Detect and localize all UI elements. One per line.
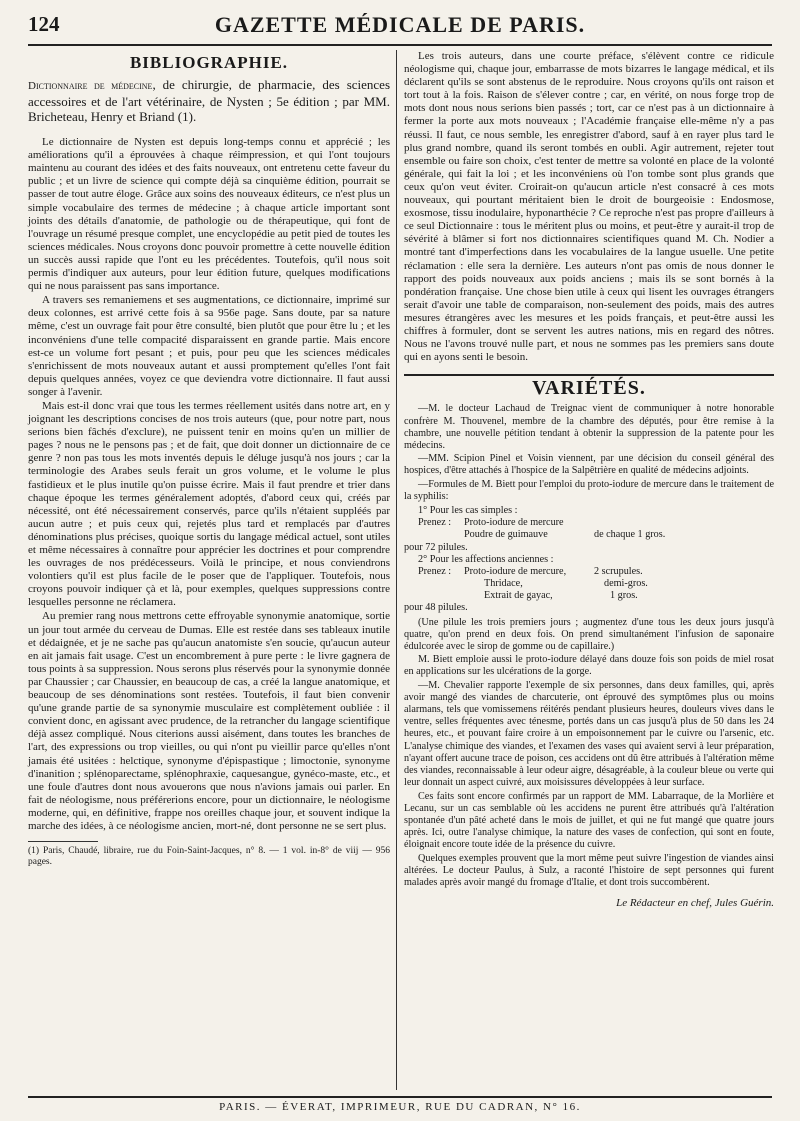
varietes-note-1: (Une pilule les trois premiers jours ; augmentez d'une tous les deux jours jusqu'à quatre, qu'on prend en deux fois. On prend simultanément l'infusion de saponaire édulcorée avec le sirop de gomme ou de capillaire.) (404, 616, 774, 653)
formula-ancient-prenez: Prenez : (418, 565, 452, 577)
printer-imprint: PARIS. — ÉVERAT, IMPRIMEUR, RUE DU CADRAN, N° 16. (219, 1101, 581, 1113)
bibliographie-paragraph-3: Mais est-il donc vrai que tous les termes réellement usités dans notre art, en y joignant les descriptions concises de nos trois auteurs (que, pour notre part, nous serions bien fâchés d'exclure), ne puissent tenir en moins qu'en un millier de pages ? nous ne le pensons pas ; et de fait, que doit donner un dictionnaire de ce genre ? non pas tous les mots inventés depuis le déluge jusqu'à nos jours ; car la terminologie des Arabes seuls ferait un gros volume, et le volume le plus fastidieux et le plus inutile qu'on puisse écrire. Mais il faut prendre et trier dans chaque époque les termes généralement adoptés, d'abord ceux qui, créés par nécessité, ont été nécessairement conservés, parce qu'ils n'étaient suppléés par aucun autre ; et puis ceux qui, rejetés plus tard et remplacés par d'autres dénominations plus précises, quoique sortis du langage médical actuel, sont utiles et même nécessaires à connaître pour apprécier les doctrines et pour comprendre les ouvrages de nos prédécesseurs. Voilà le principe, et nous conviendrons volontiers qu'il est plus facile de le poser que de l'appliquer. Toutefois, nous croyons pouvoir indiquer çà et là, pour exemples, quelques suppressions contre lesquelles personne ne réclamera. (28, 399, 390, 609)
section-rule (404, 374, 774, 376)
page-header (28, 12, 772, 42)
left-column (28, 50, 390, 869)
varietes-title: VARIÉTÉS. (532, 377, 646, 400)
footer-rule (28, 1096, 772, 1098)
formula-simple-heading: 1° Pour les cas simples : (418, 504, 518, 516)
bibliographie-title: BIBLIOGRAPHIE. (129, 53, 289, 72)
formula-ancient-line3: Extrait de gayac, (484, 590, 553, 602)
review-heading-rest: , de chirurgie, de pharmacie, des sciences accessoires et de l'art vétérinaire, de Nysten ; 5e édition ; par MM. Bricheteau, Henry et Briand (1). (28, 77, 391, 125)
formula-ancient-result: pour 48 pilules. (404, 602, 468, 614)
formula-ancient-heading: 2° Pour les affections anciennes : (418, 553, 554, 565)
varietes-item-2: —MM. Scipion Pinel et Voisin viennent, par une décision du conseil général des hospices, d'être attachés à l'hospice de la Salpêtrière en qualité de médecins adjoints. (404, 453, 774, 477)
bibliographie-paragraph-1: Le dictionnaire de Nysten est depuis long-temps connu et apprécié ; les améliorations qu'il a éprouvées à chaque réimpression, et qui l'ont toujours maintenu au courant des idées et des faits nouveaux, ont entretenu cette faveur du public ; et un livre de science qui compte déjà sa cinquième édition, pourrait se passer de tout autre éloge. Grâce aux soins des nouveaux éditeurs, ce n'est plus un simple vocabulaire des termes de médecine ; à chaque article important sont joints des détails d'anatomie, de pathologie ou de thérapeutique, qui font de l'ouvrage un résumé presque complet, une encyclopédie au petit pied de toutes les sciences médicales. Nous croyons donc pouvoir promettre à cette nouvelle édition un succès aussi rapide que l'ont eu les précédentes. Toutefois, qu'il nous soit permis d'indiquer aux auteurs, pour leur édition future, quelques modifications qui ne nous paraissent pas sans importance. (28, 136, 390, 293)
varietes-note-3: —M. Chevalier rapporte l'exemple de six personnes, dans deux familles, qui, après avoir mangé des viandes de charcuterie, ont éprouvé des symptômes plus ou moins alarmans, tels que vomissemens réitérés pendant plusieurs heures, douleurs vives dans le ventre, selles fréquentes avec ténesme, portés dans un cas jusqu'à plus de 50 dans les 24 heures, etc., et pouvant faire croire à un empoisonnement par le cuivre ou l'arsenic, etc. L'analyse chimique des viandes, et l'examen des vases qui avaient servi à leur préparation, n'ayant offert aucune trace de poison, ces accidens ont dû être attribués à l'altération même des viandes, reconnaissable à leur odeur aigre, désagréable, à la couleur bleue ou verte qui leur donnait un aspect cuivré, aux moisissures développées à leur surface. (404, 679, 774, 789)
bibliographie-paragraph-2: A travers ses remaniemens et ses augmentations, ce dictionnaire, imprimé sur deux colonnes, est arrivé cette fois à sa 956e page. Sans doute, par sa nature même, c'est un ouvrage fait pour être consulté, bien plutôt que pour être lu ; et les inconvéniens d'une telle compacité disparaissent en grande partie. Mais encore est-ce un volume fort pesant ; et puis, pour peu que les sciences médicales s'enrichissent de mots nouveaux autant et aussi promptement qu'elles l'ont fait depuis quelques années, voyez ce que deviendra votre dictionnaire. Il faut aussi songer à l'avenir. (28, 294, 390, 398)
varietes-note-5: Quelques exemples prouvent que la mort même peut suivre l'ingestion de viandes ainsi altérées. Le docteur Paulus, à Sulz, a raconté l'histoire de sept personnes qui furent malades après avoir mangé du fromage d'Italie, et dont trois succombèrent. (404, 852, 774, 888)
bibliographie-paragraph-4: Au premier rang nous mettrons cette effroyable synonymie anatomique, sortie un jour tout armée du cerveau de Dumas. Elle est restée dans ses tableaux inutile et dédaignée, et je ne sache pas qu'aucun anatomiste s'en soucie, qu'aucun auteur en ait jamais fait usage. C'est un encombrement à pure perte : le livre gagnera de tous points à sa suppression. Nous serons plus réservés pour la synonymie donnée par Chaussier ; car Chaussier, en beaucoup de cas, a créé la langue anatomique, et beaucoup de ses dénominations sont restées. Toutefois, il faut bien convenir qu'une grande partie de sa synonymie musculaire est complètement oubliée : il convient donc, en agissant avec prudence, de la retrancher du langage scientifique déjà assez compliqué. Nous citerions aussi aisément, dans toutes les branches de l'art, des expressions ou trop vieilles, ou qui n'ont pu vieillir parce qu'elles n'ont jamais été usitées : helctique, synonyme d'épispastique ; limoctonie, synonyme d'inanition ; splénoparectame, splénophraxie, caquesangue, gynéco-maste, etc., et une foule d'autres dont nous avouerons que nous n'avions jamais oui parler. En fait de néologisme, nous préférerions encore, pour un dictionnaire, le néologisme moderne, qui, en définitive, frappe nos oreilles chaque jour, et souvent indique la marche des idées, à ce néologisme ancien, mort-né, dont personne ne se sert plus. (28, 610, 390, 832)
formula-simple-prenez: Prenez : (418, 517, 452, 529)
editor-signature: Le Rédacteur en chef, Jules Guérin. (616, 897, 774, 910)
review-heading-sc: Dictionnaire de médecine (28, 80, 153, 93)
varietes-note-2: M. Biett emploie aussi le proto-iodure délayé dans douze fois son poids de miel rosat en applications sur les ulcérations de la gorge. (404, 654, 774, 678)
formula-ancient-line1: Proto-iodure de mercure, (464, 565, 567, 577)
formula-simple-line1: Proto-iodure de mercure (464, 517, 564, 529)
header-rule (28, 44, 772, 46)
right-column (404, 50, 774, 911)
formula-ancient-line2-dose: demi-gros. (604, 578, 648, 590)
formula-ancient-line1-dose: 2 scrupules. (594, 565, 643, 577)
formula-simple-dose: de chaque 1 gros. (594, 529, 666, 541)
varietes-item-1: —M. le docteur Lachaud de Treignac vient de communiquer à notre honorable confrère M. Thouvenel, membre de la chambre des députés, pour être remise à la chambre, une nouvelle pétition tendant à obtenir la suppression de la patente pour les médecins. (404, 403, 774, 451)
formula-simple (404, 505, 774, 615)
review-heading (28, 77, 390, 124)
column-divider (396, 50, 397, 1090)
formula-ancient-line2: Thridace, (484, 578, 523, 590)
footnote: (1) Paris, Chaudé, libraire, rue du Foin-Saint-Jacques, n° 8. — 1 vol. in-8° de viij — 956 pages. (28, 846, 390, 868)
formula-simple-result: pour 72 pilules. (404, 541, 468, 553)
varietes-note-4: Ces faits sont encore confirmés par un rapport de MM. Labarraque, de la Morlière et Lecanu, sur un cas semblable où les accidens ne purent être attribués qu'à l'altération spontanée d'un pâté acheté dans le mois de juillet, et qui ne fut mangé que quatre jours après. Ici, outre l'analyse chimique, la nature des vases de confection, qui sont en foute, éloignait encore toute idée de la présence du cuivre. (404, 790, 774, 851)
formula-simple-line2: Poudre de guimauve (464, 529, 548, 541)
footnote-rule (28, 841, 98, 842)
page-number: 124 (28, 12, 60, 36)
masthead-title: GAZETTE MÉDICALE DE PARIS. (214, 12, 586, 37)
formula-ancient-line3-dose: 1 gros. (610, 590, 638, 602)
varietes-item-3: —Formules de M. Biett pour l'emploi du proto-iodure de mercure dans le traitement de la syphilis: (404, 478, 774, 502)
bibliographie-paragraph-right: Les trois auteurs, dans une courte préface, s'élèvent contre ce ridicule néologisme qui, chaque jour, embarrasse de mots bizarres le langage médical, et ils déclarent qu'ils se sont abstenus de le reproduire. Nous croyons qu'ils ont raison et tort tout à la fois. Raison de s'élever contre ; car, en vérité, on nous forge trop de mots dont nous nous serions bien passés ; tort, car ce n'est pas à un dictionnaire à fermer la porte aux mots nouveaux ; l'Académie française elle-même n'y a pas réussi. Il faut, ce nous semble, les enregistrer d'abord, sauf à en rayer plus tard le plus grand nombre, quand ils seront tombés en oubli. Agir autrement, rejeter tout ensemble ou faire son choix, c'est tenter de mettre sa volonté en place de la volonté générale, qui fait la loi ; et les inconvéniens où l'on tombe sont plus grands que ceux qu'on veut éviter. Croirait-on qu'aucun article n'est consacré à ces mots nouveaux, qui pourtant méritaient bien le droit de bourgeoisie : Endosmose, exosmose, tissu inodulaire, hyponarthécie ? Ce reproche n'est pas propre d'ailleurs à ce seul Dictionnaire : tous le méritent plus ou moins, et peut-être y aurait-il trop de sévérité à blâmer si fort nos dictionnaires scientifiques quand M. Ch. Nodier a montré tant d'imperfections dans les vocabulaires de la langue usuelle. Une petite réclamation : elle sera la dernière. Les auteurs n'ont pas omis de nous donner le rapport des poids nouveaux aux poids anciens ; mais ils se sont bornés à la pondération française. Une chose bien utile à ceux qui lisent les ouvrages étrangers serait d'avoir une table de comparaison, non-seulement des poids, mais des autres mesures étrangères avec les mesures et les poids français, et peut-être aussi les chiffres à formuler, dont se servent les autres nations, mis en regard des nôtres. Nous ne l'avons trouvé nulle part, et nous ne sommes pas les premiers sans doute qui en ayons senti le besoin. (404, 50, 774, 364)
